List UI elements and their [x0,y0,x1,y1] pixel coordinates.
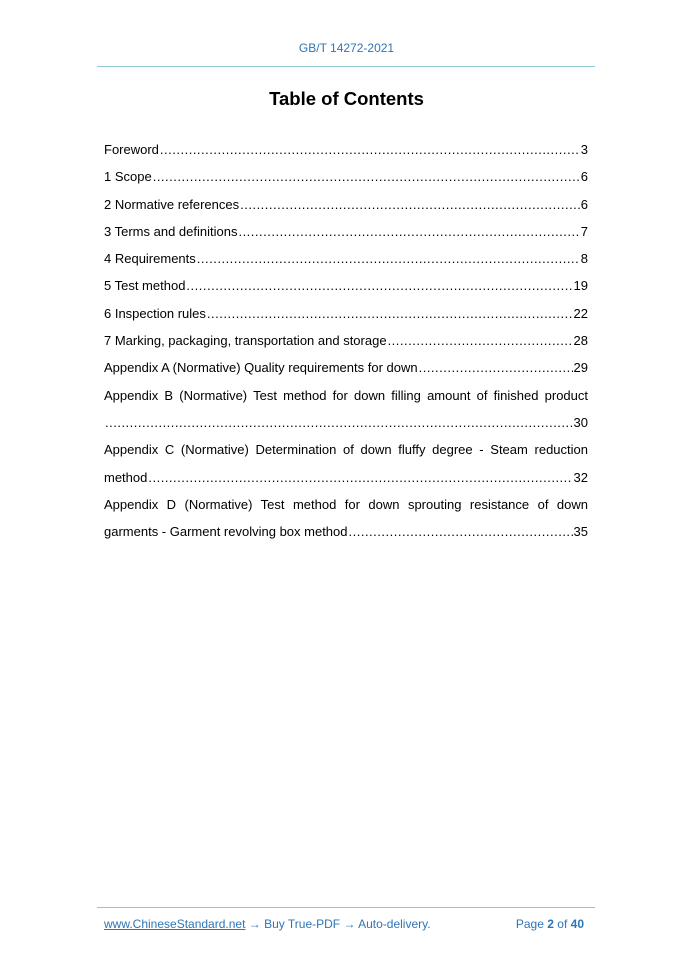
toc-entry-scope[interactable] [104,163,588,190]
toc-entry-label: 4 Requirements [104,251,196,267]
dot-leader [388,327,573,354]
toc-entry-page: 6 [580,196,588,212]
toc-entry-requirements[interactable] [104,245,588,272]
toc-entry-page: 28 [573,333,588,349]
dot-leader [186,272,572,299]
toc-entry-label: Appendix C (Normative) Determination of down fluffy degree - Steam reduction [104,442,588,458]
table-of-contents [104,136,588,545]
toc-entry-page: 22 [573,305,588,321]
toc-entry-page: 30 [573,414,588,430]
toc-entry-label-continued: garments - Garment revolving box method [104,524,348,540]
dot-leader [238,218,579,245]
page-current: 2 [547,917,554,931]
toc-entry-page: 8 [580,251,588,267]
website-link[interactable]: www.ChineseStandard.net [104,917,246,931]
dot-leader [419,354,573,381]
toc-entry-label: 5 Test method [104,278,186,294]
dot-leader [148,464,572,491]
footer-tagline: → Buy True-PDF → Auto-delivery. [245,917,431,931]
page-total: 40 [570,917,584,931]
page-word: Page [515,917,544,931]
footer-promo [104,917,431,931]
dot-leader [153,163,580,190]
document-code: GB/T 14272-2021 [298,41,395,55]
page-title: Table of Contents [269,88,424,109]
dot-leader [240,191,580,218]
page-indicator [516,917,584,931]
toc-entry-foreword[interactable] [104,136,588,163]
toc-entry-appendix-d[interactable] [104,491,588,546]
dot-leader [160,136,580,163]
toc-entry-appendix-a[interactable] [104,354,588,381]
dot-leader [349,518,573,545]
dot-leader [197,245,580,272]
toc-entry-marking-packaging[interactable] [104,327,588,354]
toc-entry-page: 6 [580,169,588,185]
toc-entry-label: 7 Marking, packaging, transportation and storage [104,333,387,349]
toc-entry-appendix-c[interactable] [104,436,588,491]
toc-entry-label: Appendix A (Normative) Quality requirements for down [104,360,418,376]
toc-entry-page: 32 [573,469,588,485]
toc-entry-label-continued: method [104,469,148,485]
toc-entry-terms-definitions[interactable] [104,218,588,245]
toc-entry-label: 2 Normative references [104,196,240,212]
toc-entry-normative-references[interactable] [104,191,588,218]
toc-entry-label: Appendix D (Normative) Test method for down sprouting resistance of down [104,496,588,512]
dot-leader [207,300,573,327]
toc-entry-label: 3 Terms and definitions [104,223,238,239]
toc-entry-page: 19 [573,278,588,294]
toc-entry-test-method[interactable] [104,272,588,299]
toc-entry-label: Foreword [104,142,159,157]
toc-entry-page: 29 [573,360,588,376]
header-divider [97,66,595,67]
toc-entry-label: 6 Inspection rules [104,305,206,321]
toc-entry-inspection-rules[interactable] [104,300,588,327]
toc-entry-appendix-b[interactable] [104,382,588,437]
toc-entry-page: 3 [580,142,588,157]
toc-entry-label: 1 Scope [104,169,152,185]
toc-entry-page: 35 [573,524,588,540]
toc-entry-label: Appendix B (Normative) Test method for down filling amount of finished product [104,387,588,403]
dot-leader [105,409,573,436]
footer-divider [97,907,595,908]
page-of: of [557,917,568,931]
toc-entry-page: 7 [580,223,588,239]
